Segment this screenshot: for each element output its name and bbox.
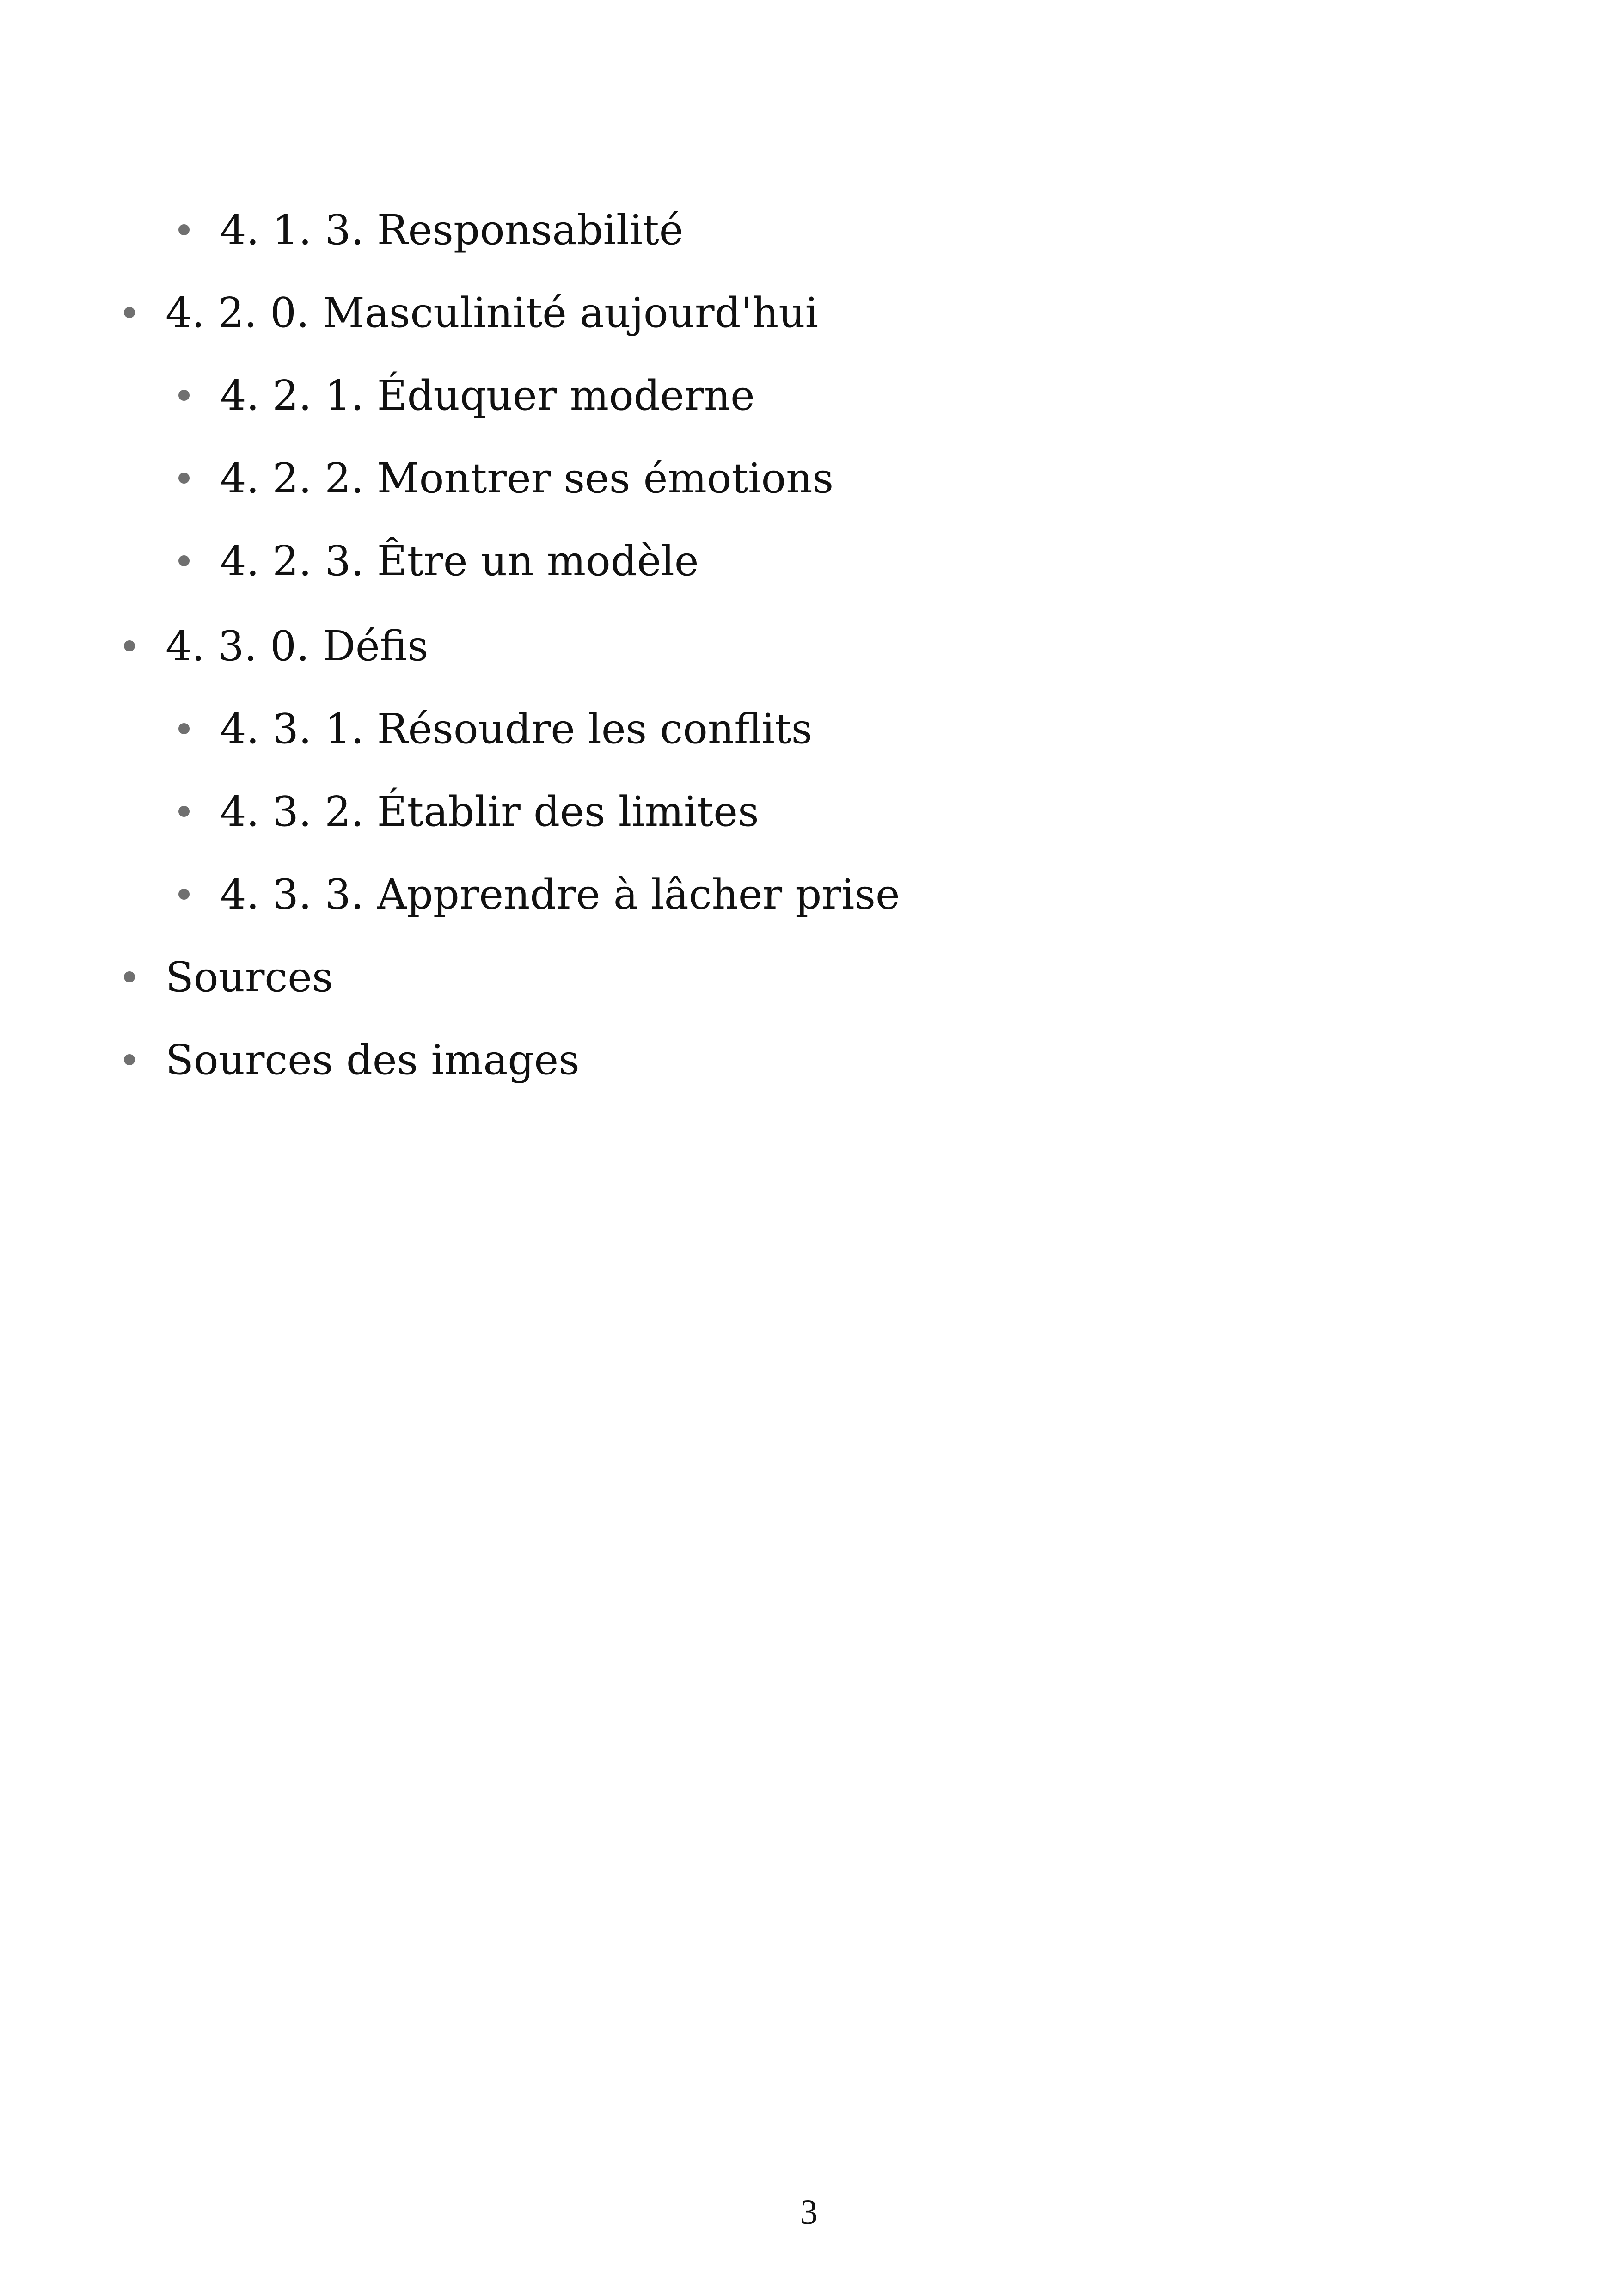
- toc-item-label: Sources: [165, 953, 333, 1001]
- bullet-icon: [178, 555, 190, 566]
- bullet-icon: [124, 1054, 135, 1065]
- toc-item: [124, 945, 333, 1009]
- page-number: 3: [800, 2193, 818, 2232]
- toc-item-label: 4. 3. 1. Résoudre les conflits: [220, 705, 813, 753]
- toc-item-label: 4. 3. 3. Apprendre à lâcher prise: [220, 870, 900, 918]
- toc-item: [178, 197, 683, 262]
- toc-item: [178, 779, 759, 844]
- toc-item: [178, 446, 834, 510]
- toc-item: [178, 363, 755, 428]
- toc-item-label: 4. 3. 2. Établir des limites: [220, 787, 759, 835]
- toc-item: [124, 1027, 580, 1092]
- toc-item-label: 4. 3. 0. Défis: [165, 622, 429, 670]
- bullet-icon: [178, 224, 190, 235]
- toc-item-label: 4. 2. 1. Éduquer moderne: [220, 371, 755, 419]
- toc-item: [124, 280, 818, 345]
- bullet-icon: [124, 971, 135, 982]
- bullet-icon: [178, 889, 190, 900]
- toc-item: [124, 614, 429, 678]
- bullet-icon: [178, 806, 190, 817]
- bullet-icon: [178, 723, 190, 734]
- toc-item: [178, 696, 812, 761]
- toc-item: [178, 528, 699, 593]
- bullet-icon: [124, 307, 135, 318]
- toc-item: [178, 862, 900, 927]
- toc-item-label: 4. 2. 3. Être un modèle: [220, 537, 699, 585]
- bullet-icon: [178, 473, 190, 484]
- toc-item-label: Sources des images: [165, 1036, 580, 1084]
- toc-item-label: 4. 2. 2. Montrer ses émotions: [220, 454, 834, 502]
- bullet-icon: [124, 640, 135, 651]
- toc-item-label: 4. 1. 3. Responsabilité: [220, 206, 684, 254]
- toc-item-label: 4. 2. 0. Masculinité aujourd'hui: [165, 289, 819, 337]
- bullet-icon: [178, 390, 190, 401]
